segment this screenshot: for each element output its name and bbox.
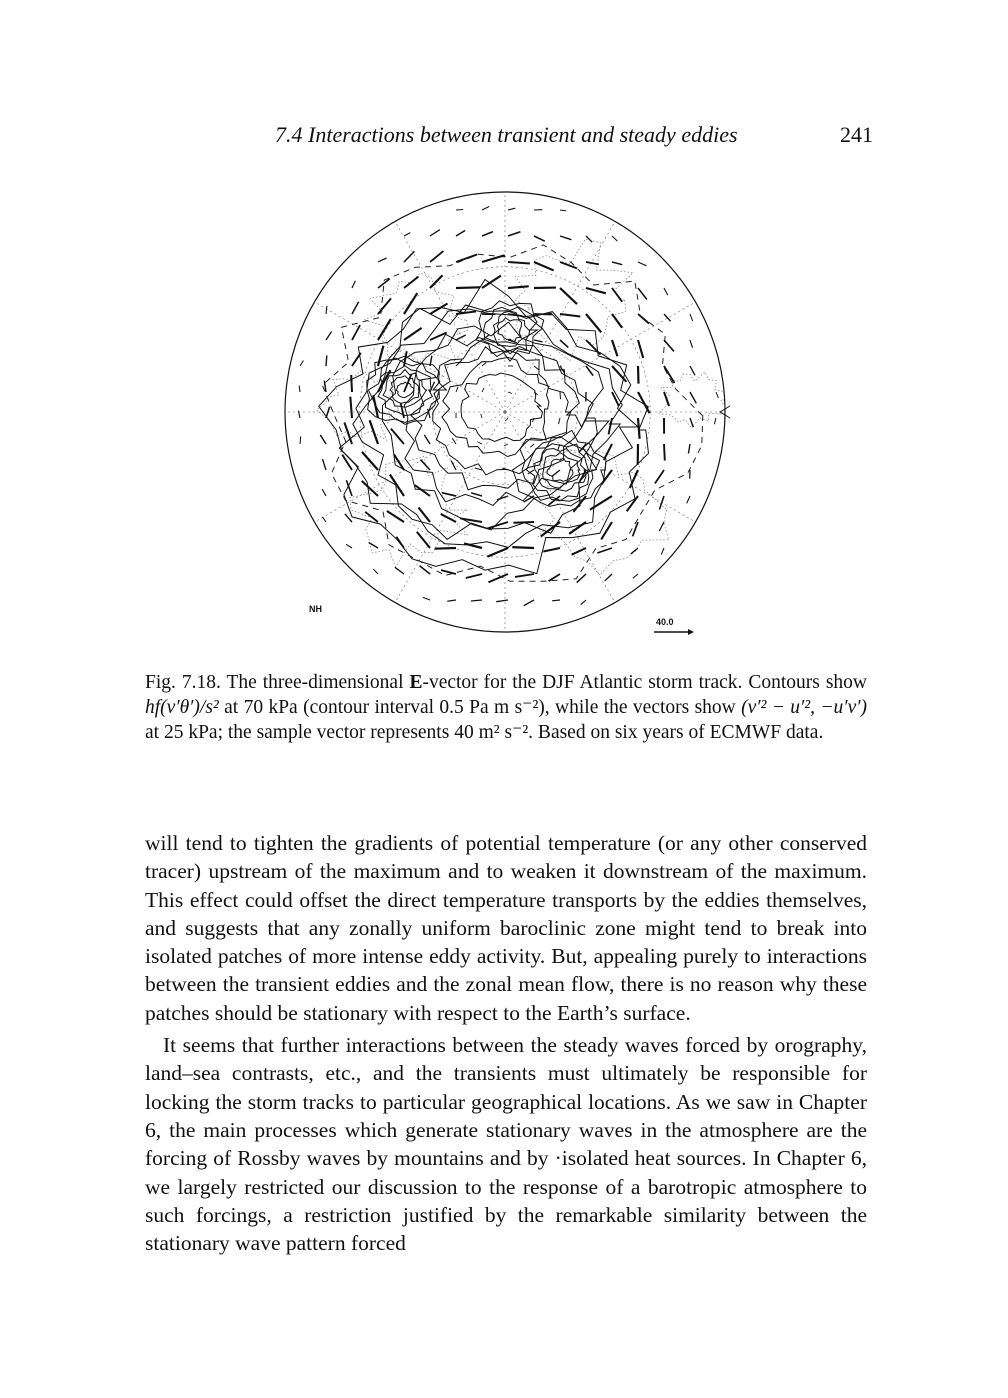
coastline bbox=[532, 450, 669, 576]
e-vector-arrow bbox=[482, 276, 501, 288]
e-vector-arrow bbox=[612, 288, 622, 302]
e-vector-arrow bbox=[534, 314, 552, 315]
e-vector-arrow bbox=[352, 302, 359, 314]
e-vector-arrow bbox=[299, 386, 300, 393]
e-vector-arrow bbox=[633, 574, 638, 578]
e-vector-arrow bbox=[508, 208, 515, 210]
e-vector-arrow bbox=[373, 395, 378, 418]
polar-map-svg bbox=[270, 180, 740, 650]
e-vector-arrow bbox=[508, 392, 512, 394]
e-vector-arrow bbox=[352, 325, 360, 340]
meridian-line bbox=[505, 412, 615, 603]
e-vector-arrow bbox=[508, 232, 520, 236]
reference-vector-arrow bbox=[652, 628, 696, 636]
e-vector-arrow bbox=[471, 600, 482, 601]
meridian-line bbox=[314, 412, 505, 522]
e-vector-arrow bbox=[586, 314, 601, 332]
e-vector-arrow bbox=[478, 442, 483, 444]
e-vector-arrow bbox=[688, 444, 690, 454]
e-vector-arrow bbox=[423, 597, 430, 600]
contour-line bbox=[410, 340, 581, 490]
e-vector-arrow bbox=[530, 444, 534, 447]
paragraph-1: will tend to tighten the gradients of potential temperature (or any other conserved tracer) upstream of the maximum and to weaken it downstream of the maximum. This effect could offset the direct temperature transports by the eddies themselves, and suggests that any zonally uniform baroclinic zone might tend to break into isolated patches of more intense eddy activity. But, appealing purely to interactions between the transient eddies and the zonal mean flow, there is no reason why these patches should be stationary with respect to the Earth’s surface. bbox=[145, 831, 867, 1025]
e-vector-arrow bbox=[394, 454, 404, 470]
e-vector-arrow bbox=[417, 532, 430, 548]
e-vector-arrow bbox=[456, 210, 463, 211]
e-vector-arrow bbox=[456, 387, 458, 392]
e-vector-arrow bbox=[572, 548, 586, 555]
e-vector-arrow bbox=[322, 489, 326, 496]
e-vector-arrow bbox=[456, 335, 466, 340]
e-vector-arrow bbox=[404, 233, 410, 236]
e-vector-arrow bbox=[661, 548, 664, 555]
e-vector-arrow bbox=[466, 574, 482, 578]
e-vector-arrow bbox=[442, 493, 456, 496]
caption-text-3: at 70 kPa (contour interval 0.5 Pa m s⁻²), while the vectors show bbox=[218, 697, 742, 718]
hemisphere-label: NH bbox=[309, 604, 322, 614]
e-vector-arrow bbox=[560, 314, 580, 317]
e-vector-arrow bbox=[320, 435, 326, 444]
e-vector-arrow bbox=[714, 418, 716, 424]
e-vector-arrow bbox=[508, 262, 530, 264]
caption-formula-vector: (v′² − u′², −u′v′) bbox=[741, 697, 867, 718]
e-vector-arrow bbox=[350, 397, 352, 418]
e-vector-arrow bbox=[638, 392, 650, 413]
e-vector-arrow bbox=[496, 600, 508, 602]
e-vector-arrow bbox=[586, 262, 599, 264]
e-vector-arrow bbox=[451, 461, 456, 470]
e-vector-arrow bbox=[532, 418, 534, 422]
e-vector-arrow bbox=[659, 522, 664, 531]
contour-line bbox=[382, 322, 608, 530]
e-vector-arrow bbox=[690, 366, 695, 375]
e-vector-arrow bbox=[395, 567, 404, 574]
e-vector-arrow bbox=[631, 548, 638, 554]
figure-caption bbox=[145, 670, 867, 745]
e-vector-arrow bbox=[512, 547, 534, 548]
contour-line bbox=[461, 373, 542, 442]
e-vector-arrow bbox=[664, 288, 668, 295]
e-vector-arrow bbox=[690, 418, 693, 427]
e-vector-arrow bbox=[560, 210, 566, 211]
e-vector-arrow bbox=[482, 255, 505, 262]
e-vector-arrow bbox=[378, 346, 383, 366]
e-vector-arrow bbox=[541, 522, 560, 536]
e-vector-arrow bbox=[300, 361, 303, 367]
reference-vector-label: 40.0 bbox=[656, 617, 674, 627]
e-vector-arrow bbox=[362, 481, 378, 496]
contour-line bbox=[476, 301, 544, 361]
e-vector-arrow bbox=[515, 574, 534, 577]
e-vector-arrow bbox=[378, 319, 391, 340]
e-vector-arrow bbox=[609, 418, 613, 434]
body-text bbox=[145, 829, 867, 1257]
contour-line bbox=[497, 318, 521, 342]
e-vector-arrow bbox=[690, 340, 693, 348]
e-vector-arrow bbox=[471, 493, 482, 496]
e-vector-arrow bbox=[424, 435, 430, 444]
e-vector-arrow bbox=[373, 569, 378, 574]
e-vector-arrow bbox=[543, 548, 560, 552]
e-vector-arrow bbox=[482, 362, 486, 366]
e-vector-arrow bbox=[323, 459, 327, 470]
e-vector-arrow bbox=[513, 522, 534, 523]
e-vector-arrow bbox=[664, 366, 675, 383]
e-vector-arrow bbox=[421, 460, 431, 470]
e-vector-arrow bbox=[612, 340, 618, 356]
e-vector-arrow bbox=[326, 332, 332, 341]
e-vector-arrow bbox=[638, 262, 646, 266]
e-vector-arrow bbox=[482, 207, 489, 211]
paragraph-2: It seems that further interactions between the steady waves forced by orography, land–sea contrasts, etc., and the transients must ultimately be responsible for locking the storm tracks to particular geographical locations. As we saw in Chapter 6, the main processes which generate stationary waves in the atmosphere are the forcing of Rossby waves by mountains and by ·isolated heat sources. In Chapter 6, we largely restricted our discussion to the response of a barotropic atmosphere to such forcings, a restriction justified by the remarkable similarity between the stationary wave pattern forced bbox=[145, 1033, 867, 1256]
e-vector-arrow bbox=[378, 298, 391, 314]
e-vector-arrow bbox=[404, 277, 418, 288]
e-vector-arrow bbox=[391, 429, 404, 444]
polar-map-figure bbox=[270, 180, 740, 650]
e-vector-arrow bbox=[586, 288, 606, 293]
e-vector-arrow bbox=[456, 255, 477, 263]
e-vector-arrow bbox=[655, 470, 664, 484]
e-vector-arrow bbox=[690, 392, 696, 403]
e-vector-arrow bbox=[378, 258, 387, 262]
e-vector-arrow bbox=[664, 444, 665, 461]
e-vector-arrow bbox=[300, 436, 301, 444]
e-vector-arrow bbox=[664, 314, 671, 321]
e-vector-arrow bbox=[482, 232, 493, 236]
e-vector-arrow bbox=[690, 314, 693, 321]
e-vector-arrow bbox=[481, 414, 482, 418]
e-vector-arrow bbox=[482, 388, 484, 392]
e-vector-arrow bbox=[638, 418, 640, 439]
e-vector-arrow bbox=[534, 340, 543, 342]
e-vector-arrow bbox=[601, 522, 612, 539]
flux-contours bbox=[319, 280, 649, 574]
e-vector-arrow bbox=[430, 251, 443, 262]
e-vector-arrow bbox=[326, 407, 330, 418]
caption-formula-contour: hf(v′θ′)/s² bbox=[145, 697, 219, 718]
e-vector-arrow bbox=[559, 418, 561, 424]
e-vector-arrow bbox=[552, 470, 560, 476]
e-vector-arrow bbox=[508, 314, 522, 316]
caption-evector: E bbox=[409, 672, 423, 693]
e-vector-arrow bbox=[420, 566, 431, 574]
e-vector-arrow bbox=[456, 231, 465, 237]
e-vector-arrow bbox=[508, 286, 529, 288]
page-number: 241 bbox=[840, 122, 873, 147]
e-vector-arrow bbox=[362, 452, 378, 470]
e-vector-arrow bbox=[430, 230, 440, 236]
e-vector-arrow bbox=[460, 518, 482, 522]
e-vector-arrow bbox=[612, 314, 622, 328]
e-vector-arrow bbox=[351, 375, 352, 392]
e-vector-arrow bbox=[534, 236, 545, 241]
e-vector-arrow bbox=[505, 418, 508, 421]
e-vector-arrow bbox=[605, 574, 612, 581]
e-vector-arrow bbox=[323, 517, 327, 522]
e-vector-arrow bbox=[586, 340, 601, 355]
e-vector-arrow bbox=[560, 340, 568, 348]
e-vector-arrow bbox=[716, 392, 718, 398]
e-vector-arrow bbox=[638, 314, 649, 324]
e-vector-arrow bbox=[387, 511, 404, 522]
e-vector-arrow bbox=[524, 600, 534, 606]
e-vector-arrow bbox=[612, 262, 622, 265]
e-vector-arrow bbox=[560, 288, 577, 304]
e-vector-arrow bbox=[638, 340, 643, 358]
e-vector-arrow bbox=[369, 543, 378, 549]
e-vector-arrow bbox=[560, 262, 577, 268]
caption-label: Fig. 7.18. bbox=[145, 672, 221, 693]
e-vector-arrow bbox=[326, 306, 327, 314]
running-title: 7.4 Interactions between transient and steady eddies bbox=[275, 122, 738, 147]
e-vector-arrow bbox=[534, 366, 539, 370]
e-vector-arrow bbox=[604, 444, 612, 460]
e-vector-arrow bbox=[447, 600, 456, 601]
caption-text-4: at 25 kPa; the sample vector represents 40 m² s⁻². Based on six years of ECMWF data. bbox=[145, 722, 824, 743]
coastline bbox=[658, 372, 727, 427]
e-vector-arrow bbox=[560, 392, 561, 399]
e-vector-arrow bbox=[687, 496, 690, 503]
e-vector-arrow bbox=[638, 288, 647, 300]
e-vector-arrow bbox=[396, 537, 404, 548]
e-vector-arrow bbox=[664, 392, 669, 406]
e-vector-arrow bbox=[560, 236, 571, 240]
map-content bbox=[285, 192, 727, 632]
e-vector-arrow bbox=[326, 356, 327, 367]
caption-text-1: The three-dimensional bbox=[226, 672, 410, 693]
e-vector-arrow bbox=[504, 444, 508, 446]
e-vector-arrow bbox=[346, 544, 352, 548]
e-vector-arrow bbox=[581, 600, 586, 605]
e-vector-arrow bbox=[404, 251, 414, 262]
e-vector-arrow bbox=[456, 287, 480, 288]
running-head bbox=[0, 122, 1008, 158]
e-vector-arrow bbox=[597, 548, 612, 553]
caption-text-2: -vector for the DJF Atlantic storm track. Contours show bbox=[422, 672, 867, 693]
e-vector-arrow bbox=[659, 496, 664, 510]
meridian-line bbox=[505, 412, 696, 522]
e-vector-arrow bbox=[430, 275, 443, 288]
e-vector-arrow bbox=[569, 522, 586, 534]
e-vector-arrow bbox=[664, 340, 674, 351]
e-vector-arrow bbox=[352, 353, 361, 366]
e-vector-arrow bbox=[452, 438, 456, 444]
e-vector-arrow bbox=[441, 570, 456, 574]
e-vector-arrow bbox=[590, 496, 612, 510]
e-vector-arrow bbox=[552, 600, 560, 601]
e-vector-arrow bbox=[435, 548, 456, 549]
e-vector-arrow bbox=[582, 418, 586, 427]
e-vector-arrow bbox=[352, 281, 355, 288]
e-vector-arrow bbox=[612, 236, 617, 241]
contour-line bbox=[319, 280, 649, 574]
e-vector-arrow bbox=[401, 403, 404, 418]
e-vector-arrow bbox=[638, 366, 639, 384]
e-vector-arrow bbox=[404, 328, 422, 340]
e-vector-arrow bbox=[577, 574, 586, 583]
e-vector-arrow bbox=[370, 420, 378, 444]
e-vector-arrow bbox=[627, 496, 638, 511]
e-vector-arrow bbox=[534, 262, 554, 270]
